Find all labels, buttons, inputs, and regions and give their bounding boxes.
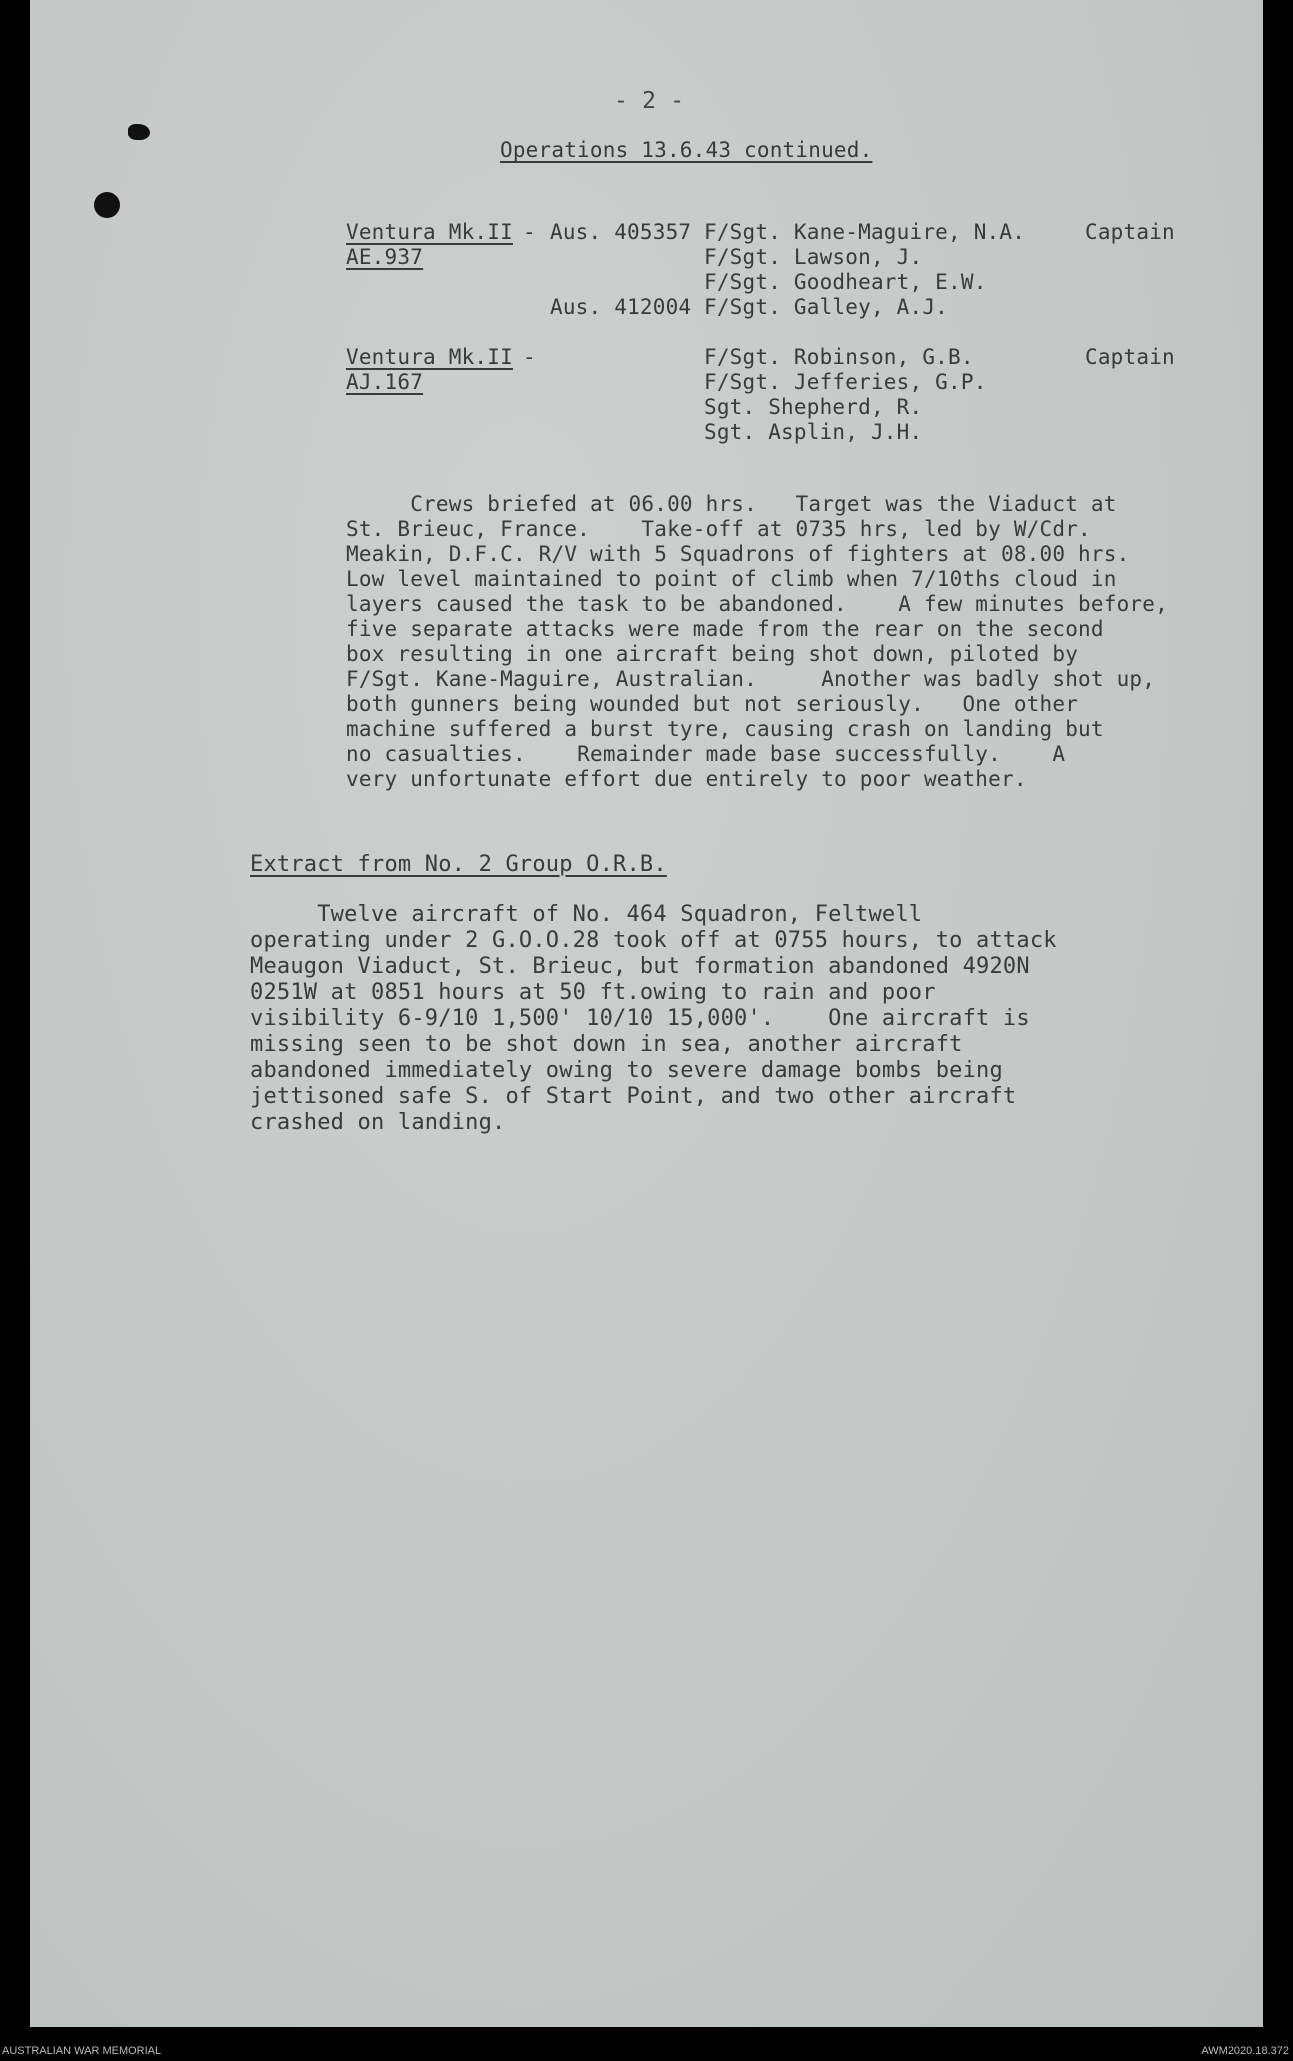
crew-member: F/Sgt. Jefferies, G.P. <box>704 370 987 394</box>
page-heading: Operations 13.6.43 continued. <box>500 138 873 162</box>
extract-line: crashed on landing. <box>250 1110 506 1135</box>
crew-member: F/Sgt. Kane-Maguire, N.A. <box>704 220 1026 244</box>
service-number: Aus. 412004 <box>550 295 692 319</box>
extract-line: 0251W at 0851 hours at 50 ft.owing to rain and poor <box>250 980 936 1005</box>
aircraft-dash: - <box>523 345 536 369</box>
extract-line: missing seen to be shot down in sea, another aircraft <box>250 1032 963 1057</box>
extract-heading: Extract from No. 2 Group O.R.B. <box>250 852 667 877</box>
narrative-line: Crews briefed at 06.00 hrs. Target was the Viaduct at <box>346 492 1117 516</box>
narrative-line: no casualties. Remainder made base successfully. A <box>346 742 1066 766</box>
extract-line: Meaugon Viaduct, St. Brieuc, but formation abandoned 4920N <box>250 954 1030 979</box>
crew-role: Captain <box>1085 345 1175 369</box>
punch-hole <box>94 192 120 218</box>
extract-line: visibility 6-9/10 1,500' 10/10 15,000'. One aircraft is <box>250 1006 1030 1031</box>
extract-line: Twelve aircraft of No. 464 Squadron, Feltwell <box>250 902 923 927</box>
narrative-line: St. Brieuc, France. Take-off at 0735 hrs, led by W/Cdr. <box>346 517 1091 541</box>
torn-hole <box>128 124 150 140</box>
aircraft-serial: AJ.167 <box>346 370 424 394</box>
crew-member: F/Sgt. Galley, A.J. <box>704 295 949 319</box>
narrative-line: Meakin, D.F.C. R/V with 5 Squadrons of fighters at 08.00 hrs. <box>346 542 1130 566</box>
crew-member: Sgt. Shepherd, R. <box>704 395 923 419</box>
narrative-line: five separate attacks were made from the rear on the second <box>346 617 1104 641</box>
narrative-line: box resulting in one aircraft being shot down, piloted by <box>346 642 1079 666</box>
narrative-line: very unfortunate effort due entirely to poor weather. <box>346 767 1027 791</box>
crew-member: F/Sgt. Robinson, G.B. <box>704 345 974 369</box>
service-number: Aus. 405357 <box>550 220 692 244</box>
page-number: - 2 - <box>614 88 685 114</box>
crew-member: F/Sgt. Lawson, J. <box>704 245 923 269</box>
aircraft-type: Ventura Mk.II <box>346 220 513 244</box>
crew-member: F/Sgt. Goodheart, E.W. <box>704 270 987 294</box>
document-page <box>30 0 1263 2027</box>
extract-line: jettisoned safe S. of Start Point, and two other aircraft <box>250 1084 1017 1109</box>
narrative-line: F/Sgt. Kane-Maguire, Australian. Another was badly shot up, <box>346 667 1156 691</box>
crew-role: Captain <box>1085 220 1175 244</box>
extract-line: operating under 2 G.O.O.28 took off at 0755 hours, to attack <box>250 928 1057 953</box>
narrative-line: Low level maintained to point of climb when 7/10ths cloud in <box>346 567 1117 591</box>
crew-member: Sgt. Asplin, J.H. <box>704 420 923 444</box>
aircraft-type: Ventura Mk.II <box>346 345 513 369</box>
extract-line: abandoned immediately owing to severe damage bombs being <box>250 1058 1003 1083</box>
narrative-line: machine suffered a burst tyre, causing crash on landing but <box>346 717 1104 741</box>
narrative-line: layers caused the task to be abandoned. A few minutes before, <box>346 592 1168 616</box>
aircraft-serial: AE.937 <box>346 245 424 269</box>
narrative-line: both gunners being wounded but not seriously. One other <box>346 692 1079 716</box>
archive-reference: AWM2020.18.372 <box>1201 2045 1289 2057</box>
archive-credit: AUSTRALIAN WAR MEMORIAL <box>2 2045 162 2057</box>
aircraft-dash: - <box>523 220 536 244</box>
